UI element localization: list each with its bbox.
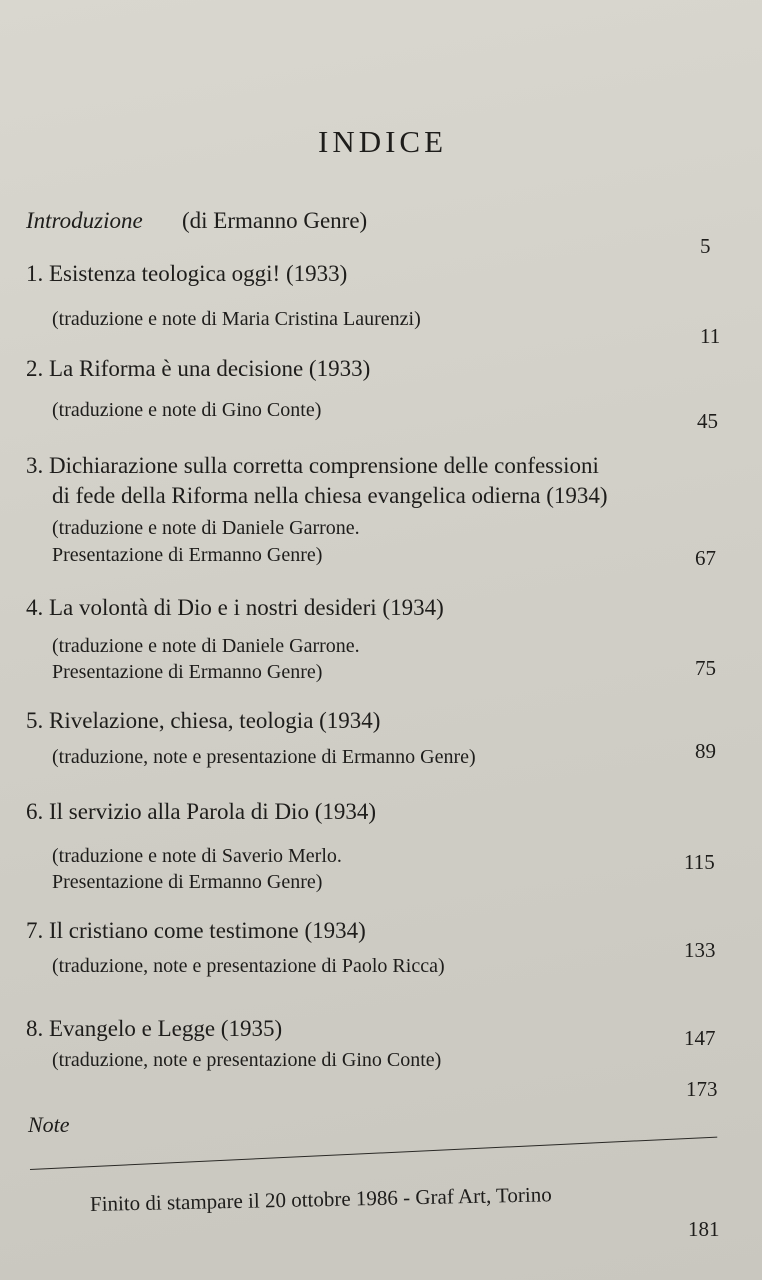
chapter-6-page: 115 xyxy=(684,850,715,874)
chapter-6-note-line-2: Presentazione di Ermanno Genre) xyxy=(52,871,323,893)
chapter-2-note: (traduzione e note di Gino Conte) xyxy=(52,399,322,421)
notes-page: 173 xyxy=(686,1077,718,1101)
chapter-3-page: 67 xyxy=(695,546,716,570)
introduction-title: Introduzione xyxy=(26,208,143,233)
chapter-1-title: 1. Esistenza teologica oggi! (1933) xyxy=(26,261,348,286)
chapter-8-title: 8. Evangelo e Legge (1935) xyxy=(26,1016,283,1041)
chapter-2-title: 2. La Riforma è una decisione (1933) xyxy=(26,356,371,381)
separator-rule xyxy=(30,1137,717,1170)
chapter-7-page: 133 xyxy=(684,938,716,962)
chapter-8-page: 147 xyxy=(684,1026,716,1050)
chapter-7-note: (traduzione, note e presentazione di Paolo Ricca) xyxy=(52,955,445,977)
chapter-8-note: (traduzione, note e presentazione di Gino Conte) xyxy=(52,1049,442,1071)
chapter-2-page: 45 xyxy=(697,409,718,433)
index-heading: INDICE xyxy=(318,124,448,159)
chapter-5-page: 89 xyxy=(695,739,716,763)
chapter-3-note: (traduzione e note di Daniele Garrone. xyxy=(52,517,360,539)
chapter-5-title: 5. Rivelazione, chiesa, teologia (1934) xyxy=(26,708,381,733)
chapter-5-note: (traduzione, note e presentazione di Ermanno Genre) xyxy=(52,746,476,768)
introduction-author: (di Ermanno Genre) xyxy=(182,208,368,233)
introduction-page: 5 xyxy=(700,234,711,258)
chapter-3-title: 3. Dichiarazione sulla corretta comprensione delle confessioni xyxy=(26,453,599,478)
chapter-1-note: (traduzione e note di Maria Cristina Laurenzi) xyxy=(52,308,421,330)
notes-title: Note xyxy=(28,1112,70,1137)
chapter-6-title: 6. Il servizio alla Parola di Dio (1934) xyxy=(26,799,377,824)
chapter-4-title: 4. La volontà di Dio e i nostri desideri (1934) xyxy=(26,595,444,620)
chapter-4-page: 75 xyxy=(695,656,716,680)
chapter-7-title: 7. Il cristiano come testimone (1934) xyxy=(26,918,366,943)
colophon-text: Finito di stampare il 20 ottobre 1986 - Graf Art, Torino xyxy=(89,1182,552,1216)
chapter-6-note: (traduzione e note di Saverio Merlo. xyxy=(52,845,342,867)
chapter-1-page: 11 xyxy=(700,324,721,348)
chapter-4-note: (traduzione e note di Daniele Garrone. xyxy=(52,635,360,657)
folio-page-number: 181 xyxy=(688,1217,720,1241)
chapter-4-note-line-2: Presentazione di Ermanno Genre) xyxy=(52,661,323,683)
chapter-3-note-line-2: Presentazione di Ermanno Genre) xyxy=(52,544,323,566)
chapter-3-title-line-2: di fede della Riforma nella chiesa evangelica odierna (1934) xyxy=(52,483,608,508)
